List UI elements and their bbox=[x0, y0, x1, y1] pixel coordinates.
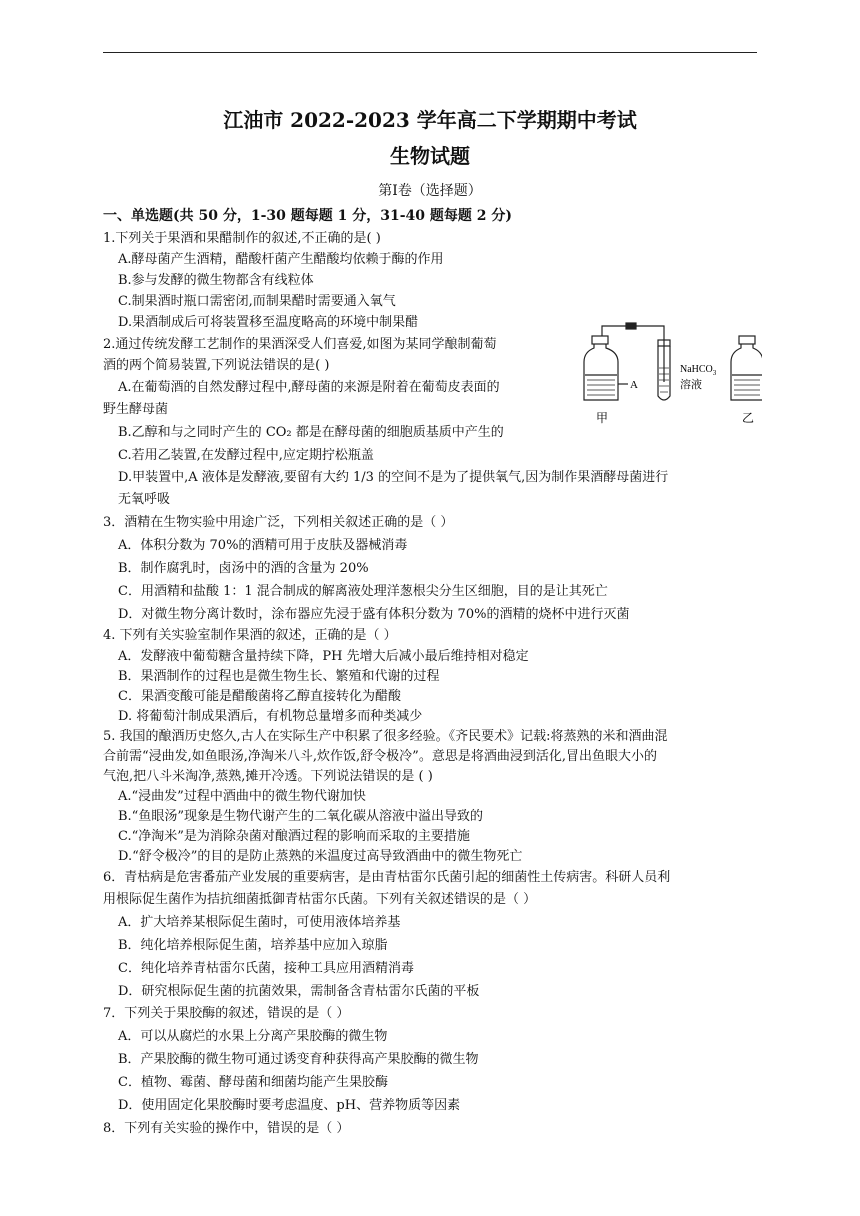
option-line: D．使用固定化果胶酶时要考虑温度、pH、营养物质等因素 bbox=[118, 1098, 461, 1113]
question-line: 合前需“浸曲发,如鱼眼汤,净淘米八斗,炊作饭,舒令极冷”。意思是将酒曲浸到活化,冒出鱼眼大小的 bbox=[103, 749, 657, 764]
option-line: 无氧呼吸 bbox=[118, 492, 171, 507]
option-line: C.“净淘米”是为消除杂菌对酿酒过程的影响而采取的主要措施 bbox=[118, 829, 470, 844]
label-yi: 乙 bbox=[742, 411, 755, 425]
option-line: B．制作腐乳时，卤汤中的酒的含量为 20% bbox=[118, 561, 369, 576]
subject-title: 生物试题 bbox=[390, 144, 470, 168]
option-line: C．植物、霉菌、酵母菌和细菌均能产生果胶酶 bbox=[118, 1075, 388, 1090]
part-heading: 第Ⅰ卷（选择题） bbox=[378, 183, 482, 199]
question-line: 1.下列关于果酒和果醋制作的叙述,不正确的是( ) bbox=[103, 231, 381, 246]
option-line: A.在葡萄酒的自然发酵过程中,酵母菌的来源是附着在葡萄皮表面的 bbox=[118, 380, 500, 395]
question-line: 7．下列关于果胶酶的叙述，错误的是（ ） bbox=[103, 1006, 350, 1021]
question-line: 4. 下列有关实验室制作果酒的叙述，正确的是（ ） bbox=[103, 628, 397, 643]
option-line: A.酵母菌产生酒精，醋酸杆菌产生醋酸均依赖于酶的作用 bbox=[118, 252, 444, 267]
reagent-label: NaHCO$_3$ bbox=[680, 364, 717, 377]
option-line: B．果酒制作的过程也是微生物生长、繁殖和代谢的过程 bbox=[118, 669, 440, 684]
option-line: B．纯化培养根际促生菌，培养基中应加入琼脂 bbox=[118, 938, 388, 953]
question-line: 6．青枯病是危害番茄产业发展的重要病害，是由青枯雷尔氏菌引起的细菌性土传病害。科研人员利 bbox=[103, 870, 671, 885]
question-line: 用根际促生菌作为拮抗细菌抵御青枯雷尔氏菌。下列有关叙述错误的是（ ） bbox=[103, 892, 537, 907]
question-line: 2.通过传统发酵工艺制作的果酒深受人们喜爱,如图为某同学酿制葡萄 bbox=[103, 337, 497, 352]
option-line: C．用酒精和盐酸 1：1 混合制成的解离液处理洋葱根尖分生区细胞，目的是让其死亡 bbox=[118, 584, 608, 599]
option-line: A.“浸曲发”过程中酒曲中的微生物代谢加快 bbox=[118, 789, 366, 804]
option-line: B.参与发酵的微生物都含有线粒体 bbox=[118, 273, 314, 288]
question-line: 5. 我国的酿酒历史悠久,古人在实际生产中积累了很多经验。《齐民要术》记载:将蒸熟的米和酒曲混 bbox=[103, 729, 668, 744]
question-line: 酒的两个简易装置,下列说法错误的是( ) bbox=[103, 358, 330, 373]
bottle-yi bbox=[731, 336, 762, 400]
exam-title: 江油市 2022-2023 学年高二下学期期中考试 bbox=[223, 108, 637, 132]
option-line: B.“鱼眼汤”现象是生物代谢产生的二氧化碳从溶液中溢出导致的 bbox=[118, 809, 483, 824]
label-jia: 甲 bbox=[596, 411, 609, 425]
option-line: B．产果胶酶的微生物可通过诱变育种获得高产果胶酶的微生物 bbox=[118, 1052, 479, 1067]
option-line: D.甲装置中,A 液体是发酵液,要留有大约 1/3 的空间不是为了提供氧气,因为制作果酒酵母菌进行 bbox=[118, 470, 669, 485]
section-heading: 一、单选题(共 50 分，1-30 题每题 1 分，31-40 题每题 2 分) bbox=[103, 208, 513, 224]
option-line: D. 将葡萄汁制成果酒后，有机物总量增多而种类减少 bbox=[118, 709, 423, 724]
question-line: 8．下列有关实验的操作中，错误的是（ ） bbox=[103, 1121, 350, 1136]
option-line: A．发酵液中葡萄糖含量持续下降，PH 先增大后减小最后维持相对稳定 bbox=[118, 649, 529, 664]
option-line: D．研究根际促生菌的抗菌效果，需制备含青枯雷尔氏菌的平板 bbox=[118, 984, 480, 999]
question-line: 3．酒精在生物实验中用途广泛，下列相关叙述正确的是（ ） bbox=[103, 515, 454, 530]
option-line: D.果酒制成后可将装置移至温度略高的环境中制果醋 bbox=[118, 315, 419, 330]
option-line: D．对微生物分离计数时，涂布器应先浸于盛有体积分数为 70%的酒精的烧杯中进行灭菌 bbox=[118, 607, 630, 622]
fermentation-apparatus-figure bbox=[582, 322, 762, 432]
option-line: C.制果酒时瓶口需密闭,而制果醋时需要通入氧气 bbox=[118, 294, 396, 309]
question-line: 野生酵母菌 bbox=[103, 402, 169, 417]
header-rule bbox=[103, 52, 757, 53]
option-line: D.“舒令极冷”的目的是防止蒸熟的米温度过高导致酒曲中的微生物死亡 bbox=[118, 849, 523, 864]
option-line: A．体积分数为 70%的酒精可用于皮肤及器械消毒 bbox=[118, 538, 408, 553]
option-line: A．扩大培养某根际促生菌时，可使用液体培养基 bbox=[118, 915, 401, 930]
option-line: B.乙醇和与之同时产生的 CO₂ 都是在酵母菌的细胞质基质中产生的 bbox=[118, 425, 504, 440]
question-line: 气泡,把八斗米淘净,蒸熟,摊开冷透。下列说法错误的是 ( ) bbox=[103, 769, 433, 784]
label-a: A bbox=[630, 379, 638, 391]
reagent-label-2: 溶液 bbox=[680, 379, 702, 391]
option-line: C．纯化培养青枯雷尔氏菌，接种工具应用酒精消毒 bbox=[118, 961, 414, 976]
option-line: A．可以从腐烂的水果上分离产果胶酶的微生物 bbox=[118, 1029, 388, 1044]
option-line: C.若用乙装置,在发酵过程中,应定期拧松瓶盖 bbox=[118, 448, 374, 463]
bottle-jia bbox=[584, 323, 664, 400]
option-line: C．果酒变酸可能是醋酸菌将乙醇直接转化为醋酸 bbox=[118, 689, 401, 704]
